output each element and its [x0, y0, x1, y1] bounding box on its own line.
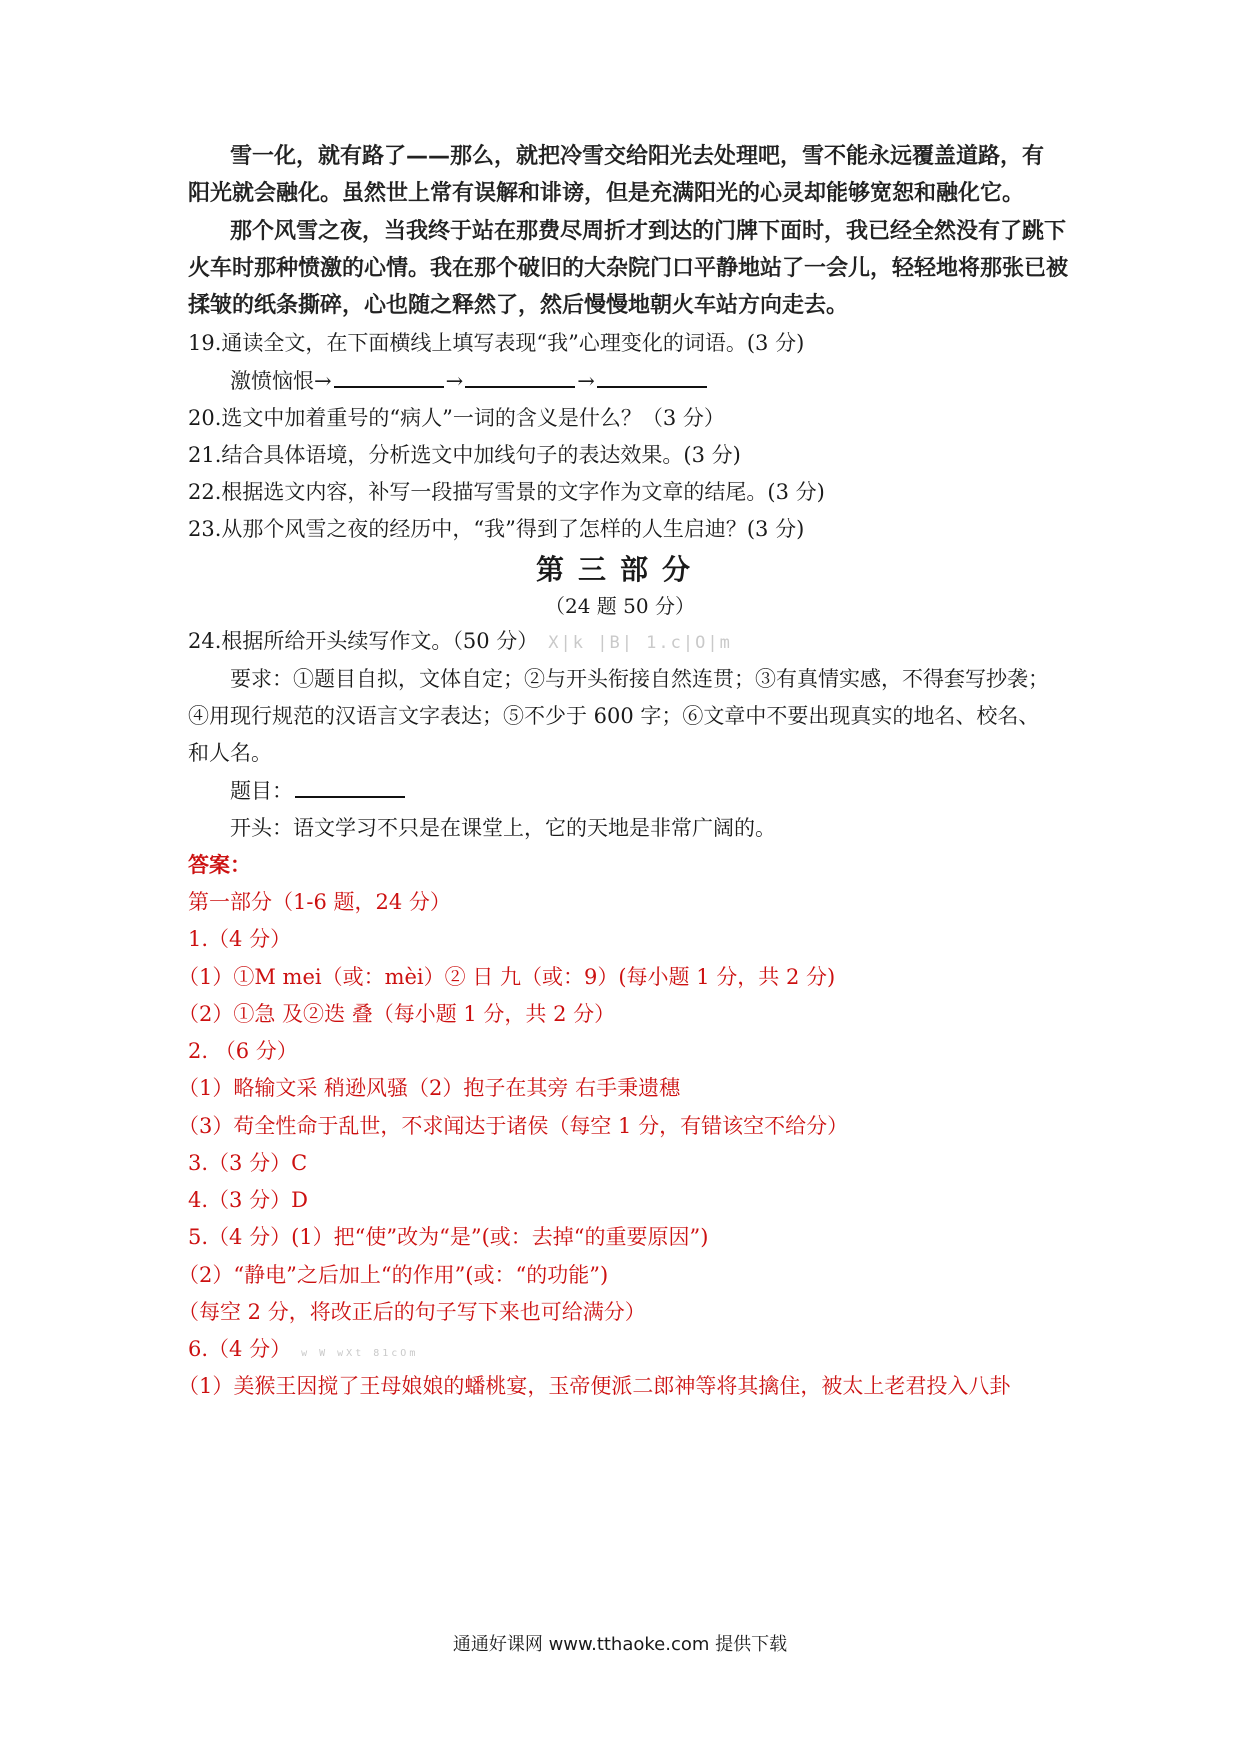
answer-2: 2. （6 分）: [188, 1039, 298, 1063]
watermark: X|k |B| 1.c|O|m: [548, 633, 732, 653]
passage-p2-line1: 那个风雪之夜，当我终于站在那费尽周折才到达的门牌下面时，我已经全然没有了跳下: [230, 219, 1067, 244]
answer-1-1: （1）①M mei（或：mèi）② 日 九（或：9）(每小题 1 分，共 2 分): [178, 965, 836, 989]
section-title: 第三部分: [535, 553, 704, 586]
topic-blank: [295, 776, 405, 798]
answer-5-note: （每空 2 分，将改正后的句子写下来也可给满分）: [178, 1300, 646, 1324]
answer-5-2: （2）“静电”之后加上“的作用”(或：“的功能”): [178, 1263, 609, 1287]
passage-p2-line2: 火车时那种愤激的心情。我在那个破旧的大杂院门口平静地站了一会儿，轻轻地将那张已被: [188, 256, 1069, 281]
requirements-line2: ④用现行规范的汉语言文字表达；⑤不少于 600 字；⑥文章中不要出现真实的地名、校名、: [188, 704, 1040, 728]
answer-3: 3.（3 分）C: [188, 1151, 308, 1175]
watermark-small: w W wXt 81cOm: [301, 1348, 419, 1359]
question-20: 20.选文中加着重号的“病人”一词的含义是什么？（3 分）: [188, 406, 725, 430]
page-footer: 通通好课网 www.tthaoke.com 提供下载: [452, 1634, 788, 1655]
question-24-text: 24.根据所给开头续写作文。（50 分）: [188, 629, 539, 653]
requirements-line3: 和人名。: [188, 741, 272, 765]
answers-heading: 答案：: [188, 853, 251, 877]
arrow: →: [577, 369, 595, 393]
topic-line: [230, 776, 407, 806]
question-19-blanks: [230, 366, 709, 396]
q19-start-word: 激愤恼恨→: [230, 369, 332, 393]
answer-blank-1: [334, 366, 444, 388]
answer-blank-2: [465, 366, 575, 388]
question-21: 21.结合具体语境，分析选文中加线句子的表达效果。(3 分): [188, 443, 741, 467]
answer-6: [188, 1334, 418, 1369]
section-subtitle: （24 题 50 分）: [545, 594, 695, 618]
answer-2-1: （1）略输文采 稍逊风骚（2）抱子在其旁 右手秉遗穗: [178, 1076, 681, 1100]
answer-6-1: （1）美猴王因搅了王母娘娘的蟠桃宴，玉帝便派二郎神等将其擒住，被太上老君投入八卦: [178, 1374, 1011, 1398]
arrow: →: [445, 369, 464, 393]
question-19: 19.通读全文，在下面横线上填写表现“我”心理变化的词语。(3 分): [188, 331, 805, 355]
answer-1-2: （2）①急 及②迭 叠（每小题 1 分，共 2 分）: [178, 1002, 616, 1026]
question-24: [188, 626, 732, 658]
question-22: 22.根据选文内容，补写一段描写雪景的文字作为文章的结尾。(3 分): [188, 480, 825, 504]
answer-5: 5.（4 分）(1）把“使”改为“是”(或：去掉“的重要原因”): [188, 1225, 709, 1249]
passage-p2-line3: 揉皱的纸条撕碎，心也随之释然了，然后慢慢地朝火车站方向走去。: [188, 293, 849, 318]
opening-line: 开头：语文学习不只是在课堂上，它的天地是非常广阔的。: [230, 816, 776, 840]
answer-blank-3: [597, 366, 707, 388]
passage-p1-line2: 阳光就会融化。虽然世上常有误解和诽谤，但是充满阳光的心灵却能够宽恕和融化它。: [188, 181, 1025, 206]
answer-1: 1.（4 分）: [188, 927, 292, 951]
topic-label: 题目：: [230, 779, 293, 803]
requirements-line1: 要求：①题目自拟，文体自定；②与开头衔接自然连贯；③有真情实感，不得套写抄袭；: [230, 667, 1049, 691]
answer-2-3: （3）苟全性命于乱世，不求闻达于诸侯（每空 1 分，有错该空不给分）: [178, 1114, 849, 1138]
passage-p1-line1: 雪一化，就有路了——那么，就把冷雪交给阳光去处理吧，雪不能永远覆盖道路，有: [230, 144, 1045, 169]
answers-part1: 第一部分（1-6 题，24 分）: [188, 890, 451, 914]
answer-6-text: 6.（4 分）: [188, 1337, 292, 1361]
question-23: 23.从那个风雪之夜的经历中，“我”得到了怎样的人生启迪？(3 分): [188, 517, 805, 541]
answer-4: 4.（3 分）D: [188, 1188, 308, 1212]
